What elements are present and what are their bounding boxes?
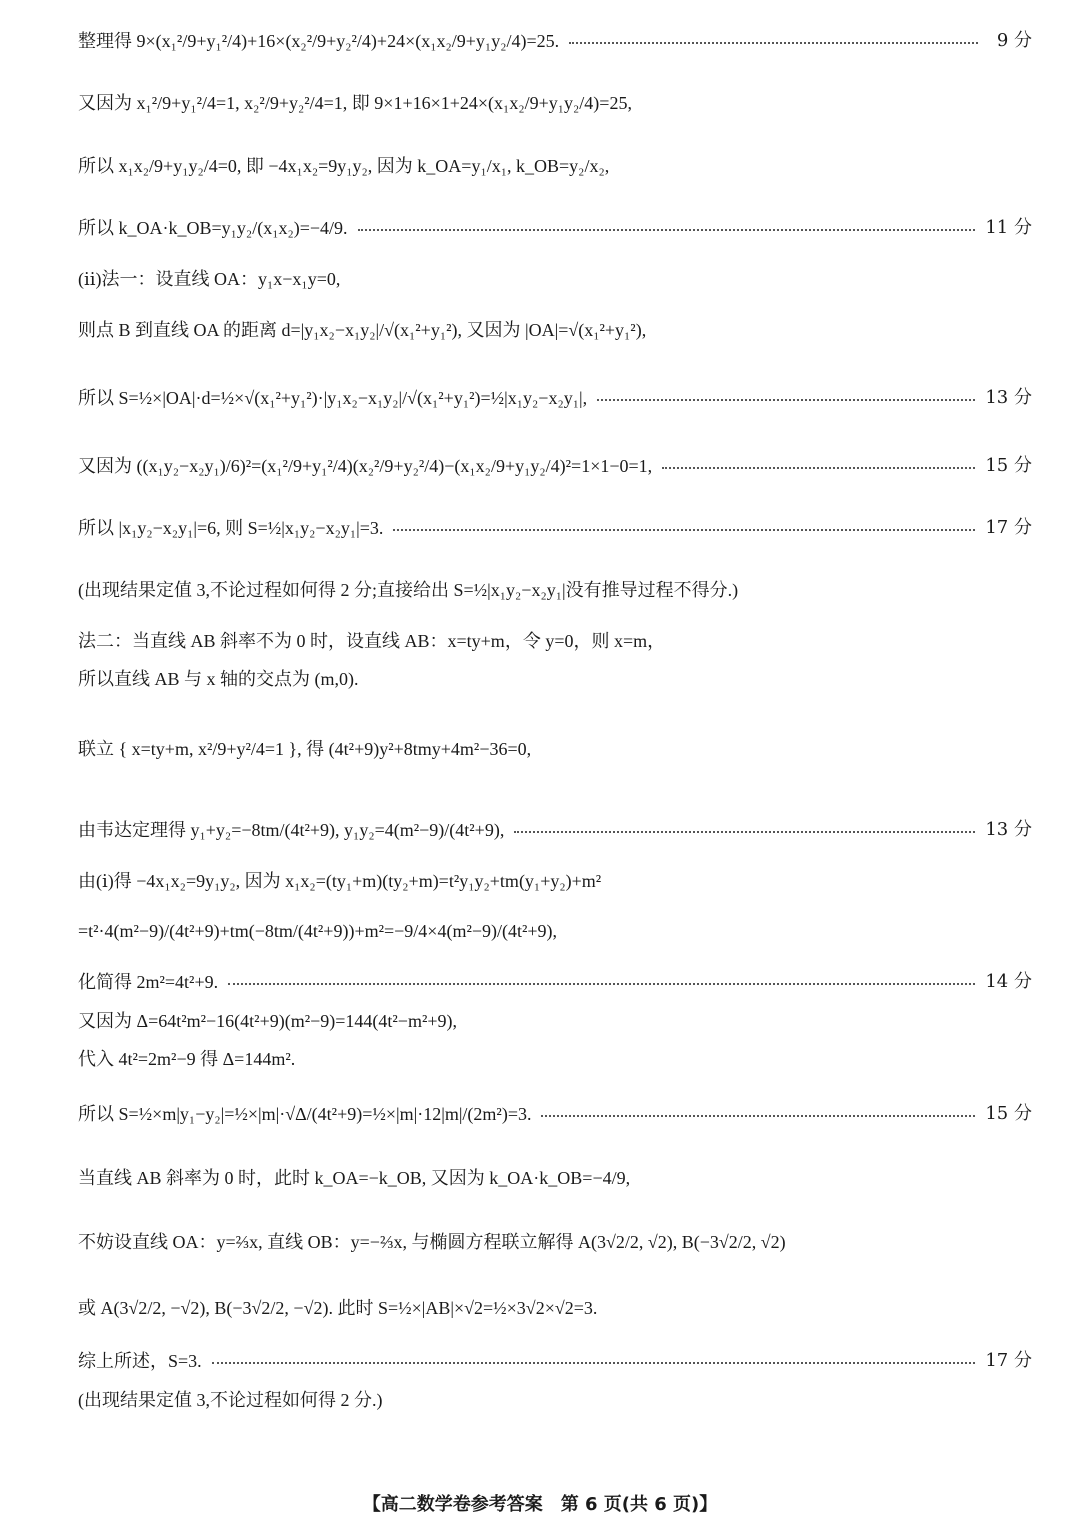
solution-line: 不妨设直线 OA：y=⅔x, 直线 OB：y=−⅔x, 与椭圆方程联立解得 A(3√2/2, √2), B(−3√2/2, √2) (78, 1232, 786, 1252)
dot-leader (514, 831, 975, 833)
dot-leader (541, 1115, 975, 1117)
solution-line: 当直线 AB 斜率为 0 时，此时 k_OA=−k_OB, 又因为 k_OA·k_OB=−4/9, (78, 1168, 631, 1188)
solution-line: 由(ⅰ)得 −4x₁x₂=9y₁y₂, 因为 x₁x₂=(ty₁+m)(ty₂+m)=t²y₁y₂+tm(y₁+y₂)+m² (78, 871, 602, 891)
dot-leader (597, 399, 975, 401)
solution-line: 则点 B 到直线 OA 的距离 d=|y₁x₂−x₁y₂|/√(x₁²+y₁²), 又因为 |OA|=√(x₁²+y₁²), (78, 320, 647, 340)
solution-line: 又因为 x₁²/9+y₁²/4=1, x₂²/9+y₂²/4=1, 即 9×1+16×1+24×(x₁x₂/9+y₁y₂/4)=25, (78, 93, 632, 113)
dot-leader (358, 229, 976, 231)
dot-leader (212, 1362, 976, 1364)
dot-leader (662, 467, 975, 469)
solution-line: 又因为 Δ=64t²m²−16(4t²+9)(m²−9)=144(4t²−m²+9), (78, 1011, 457, 1031)
solution-line: 整理得 9×(x₁²/9+y₁²/4)+16×(x₂²/9+y₂²/4)+24×(x₁x₂/9+y₁y₂/4)=25. 9 分 (78, 30, 1032, 51)
solution-line: 综上所述，S=3. 17 分 (78, 1350, 1032, 1371)
solution-line: 所以 S=½×|OA|·d=½×√(x₁²+y₁²)·|y₁x₂−x₁y₂|/√(x₁²+y₁²)=½|x₁y₂−x₂y₁|, 13 分 (78, 387, 1032, 408)
score-mark: 15 分 (985, 1103, 1032, 1124)
score-mark: 13 分 (985, 387, 1032, 408)
score-mark: 14 分 (985, 971, 1032, 992)
solution-line: 联立 { x=ty+m, x²/9+y²/4=1 }, 得 (4t²+9)y²+8tmy+4m²−36=0, (78, 739, 532, 759)
dot-leader (228, 983, 975, 985)
dot-leader (569, 42, 978, 44)
solution-line: 所以 k_OA·k_OB=y₁y₂/(x₁x₂)=−4/9. 11 分 (78, 217, 1032, 238)
score-mark: 15 分 (985, 455, 1032, 476)
solution-line: 所以 |x₁y₂−x₂y₁|=6, 则 S=½|x₁y₂−x₂y₁|=3. 17 分 (78, 517, 1032, 538)
solution-line: 所以 S=½×m|y₁−y₂|=½×|m|·√Δ/(4t²+9)=½×|m|·12|m|/(2m²)=3. 15 分 (78, 1103, 1032, 1124)
page-footer: 【高二数学卷参考答案 第 6 页(共 6 页)】 (362, 1494, 718, 1515)
score-mark: 11 分 (985, 217, 1032, 238)
score-mark: 9 分 (996, 30, 1032, 51)
solution-line: 化简得 2m²=4t²+9. 14 分 (78, 971, 1032, 992)
solution-line: 又因为 ((x₁y₂−x₂y₁)/6)²=(x₁²/9+y₁²/4)(x₂²/9+y₂²/4)−(x₁x₂/9+y₁y₂/4)²=1×1−0=1, 15 分 (78, 455, 1032, 476)
solution-line: (ⅱ)法一：设直线 OA：y₁x−x₁y=0, (78, 269, 341, 289)
score-mark: 13 分 (985, 819, 1032, 840)
solution-line: 或 A(3√2/2, −√2), B(−3√2/2, −√2). 此时 S=½×|AB|×√2=½×3√2×√2=3. (78, 1298, 598, 1318)
solution-line: 所以直线 AB 与 x 轴的交点为 (m,0). (78, 669, 359, 689)
score-mark: 17 分 (985, 1350, 1032, 1371)
solution-line: 由韦达定理得 y₁+y₂=−8tm/(4t²+9), y₁y₂=4(m²−9)/(4t²+9), 13 分 (78, 819, 1032, 840)
solution-line: 所以 x₁x₂/9+y₁y₂/4=0, 即 −4x₁x₂=9y₁y₂, 因为 k_OA=y₁/x₁, k_OB=y₂/x₂, (78, 156, 610, 176)
grading-note: (出现结果定值 3,不论过程如何得 2 分.) (78, 1390, 383, 1410)
solution-line: 代入 4t²=2m²−9 得 Δ=144m². (78, 1049, 296, 1069)
score-mark: 17 分 (985, 517, 1032, 538)
dot-leader (393, 529, 975, 531)
grading-note: (出现结果定值 3,不论过程如何得 2 分;直接给出 S=½|x₁y₂−x₂y₁|没有推导过程不得分.) (78, 580, 739, 600)
solution-line: =t²·4(m²−9)/(4t²+9)+tm(−8tm/(4t²+9))+m²=−9/4×4(m²−9)/(4t²+9), (78, 921, 558, 941)
solution-line: 法二：当直线 AB 斜率不为 0 时，设直线 AB：x=ty+m，令 y=0，则 x=m， (78, 631, 666, 651)
